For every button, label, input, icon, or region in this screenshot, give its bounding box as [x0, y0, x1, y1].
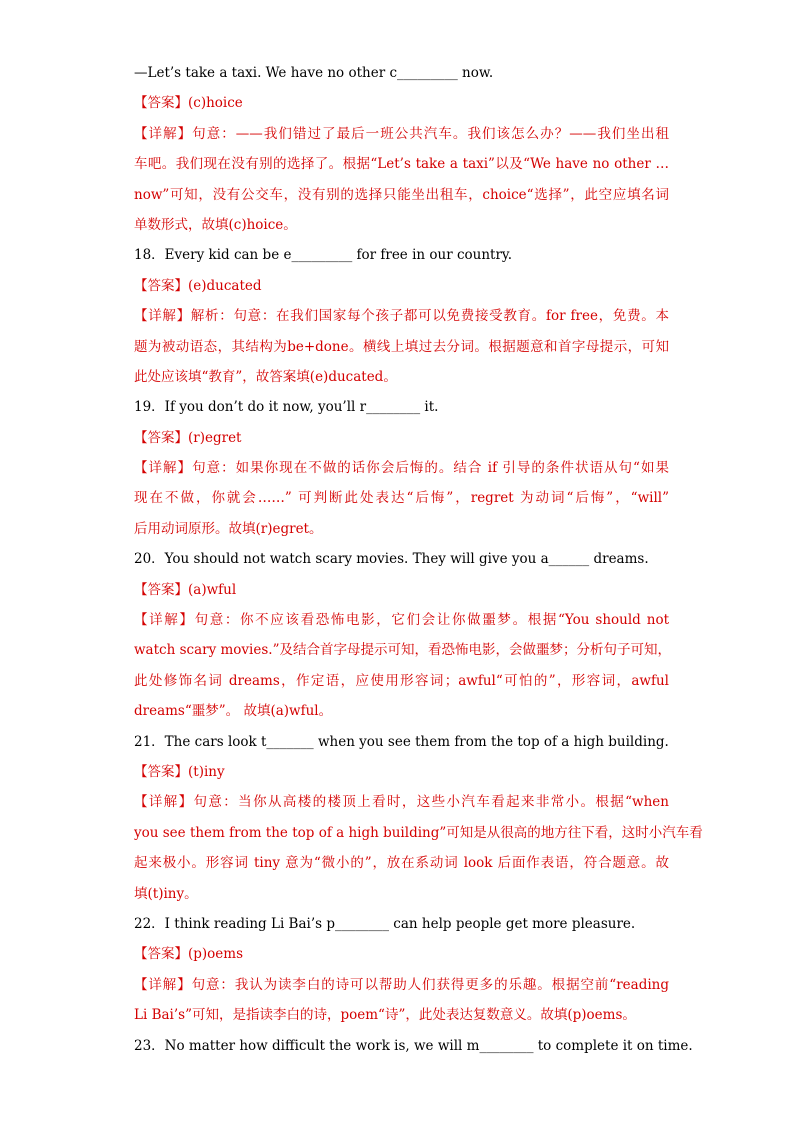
answer-line: 【答案】(r)egret — [134, 429, 242, 446]
question-text: —Let’s take a taxi. We have no other c_________ now. — [134, 65, 494, 81]
answer-line: 【答案】(p)oems — [134, 946, 244, 963]
explanation-line: 填(t)iny。 — [134, 885, 198, 902]
explanation-line: Li Bai’s”可知，是指读李白的诗，poem“诗”，此处表达复数意义。故填(p)oems。 — [134, 1007, 636, 1024]
explanation-line: 后用动词原形。故填(r)egret。 — [134, 520, 323, 537]
explanation-line: 此处修饰名词 dreams，作定语，应使用形容词；awful“可怕的”，形容词，awful — [134, 672, 669, 689]
answer-line: 【答案】(a)wful — [134, 581, 237, 598]
explanation-line: 现在不做，你就会……” 可判断此处表达“后悔”，regret 为动词“后悔”，“will” — [134, 490, 669, 507]
explanation-line: 单数形式，故填(c)hoice。 — [134, 216, 297, 233]
explanation-line: 【详解】句意：如果你现在不做的话你会后悔的。结合 if 引导的条件状语从句“如果 — [134, 460, 669, 477]
explanation-line: watch scary movies.”及结合首字母提示可知，看恐怖电影，会做噩梦；分析句子可知， — [134, 642, 671, 659]
answer-line: 【答案】(e)ducated — [134, 277, 262, 294]
question-text: 23．No matter how difficult the work is, we will m________ to complete it on time. — [134, 1037, 693, 1054]
explanation-line: 题为被动语态，其结构为be+done。横线上填过去分词。根据题意和首字母提示，可知 — [134, 338, 669, 355]
explanation-line: 【详解】句意：当你从高楼的楼顶上看时，这些小汽车看起来非常小。根据“when — [134, 794, 669, 811]
answer-line: 【答案】(c)hoice — [134, 95, 243, 112]
explanation-line: 【详解】句意：——我们错过了最后一班公共汽车。我们该怎么办？——我们坐出租 — [134, 125, 669, 142]
explanation-line: now”可知，没有公交车，没有别的选择只能坐出租车，choice“选择”，此空应填名词 — [134, 186, 669, 203]
question-text: 18．Every kid can be e_________ for free in our country. — [134, 247, 513, 264]
explanation-line: 【详解】句意：你不应该看恐怖电影，它们会让你做噩梦。根据“You should not — [134, 612, 669, 629]
answer-line: 【答案】(t)iny — [134, 763, 225, 780]
question-text: 22．I think reading Li Bai’s p________ can help people get more pleasure. — [134, 915, 636, 932]
explanation-line: dreams“噩梦”。 故填(a)wful。 — [134, 703, 333, 720]
explanation-line: 起来极小。形容词 tiny 意为“微小的”，放在系动词 look 后面作表语，符合题意。故 — [134, 855, 669, 872]
document-content — [134, 58, 703, 1061]
question-text: 19．If you don’t do it now, you’ll r________ it. — [134, 399, 439, 416]
explanation-line: 车吧。我们现在没有别的选择了。根据“Let’s take a taxi”以及“We have no other … — [134, 156, 669, 173]
explanation-line: 此处应该填“教育”，故答案填(e)ducated。 — [134, 368, 397, 385]
explanation-line: 【详解】解析：句意：在我们国家每个孩子都可以免费接受教育。for free，免费。本 — [134, 308, 669, 325]
question-text: 21．The cars look t_______ when you see them from the top of a high building. — [134, 733, 669, 750]
explanation-line: 【详解】句意：我认为读李白的诗可以帮助人们获得更多的乐趣。根据空前“reading — [134, 976, 669, 993]
question-text: 20．You should not watch scary movies. They will give you a______ dreams. — [134, 551, 649, 568]
explanation-line: you see them from the top of a high building”可知是从很高的地方往下看，这时小汽车看 — [134, 824, 703, 841]
